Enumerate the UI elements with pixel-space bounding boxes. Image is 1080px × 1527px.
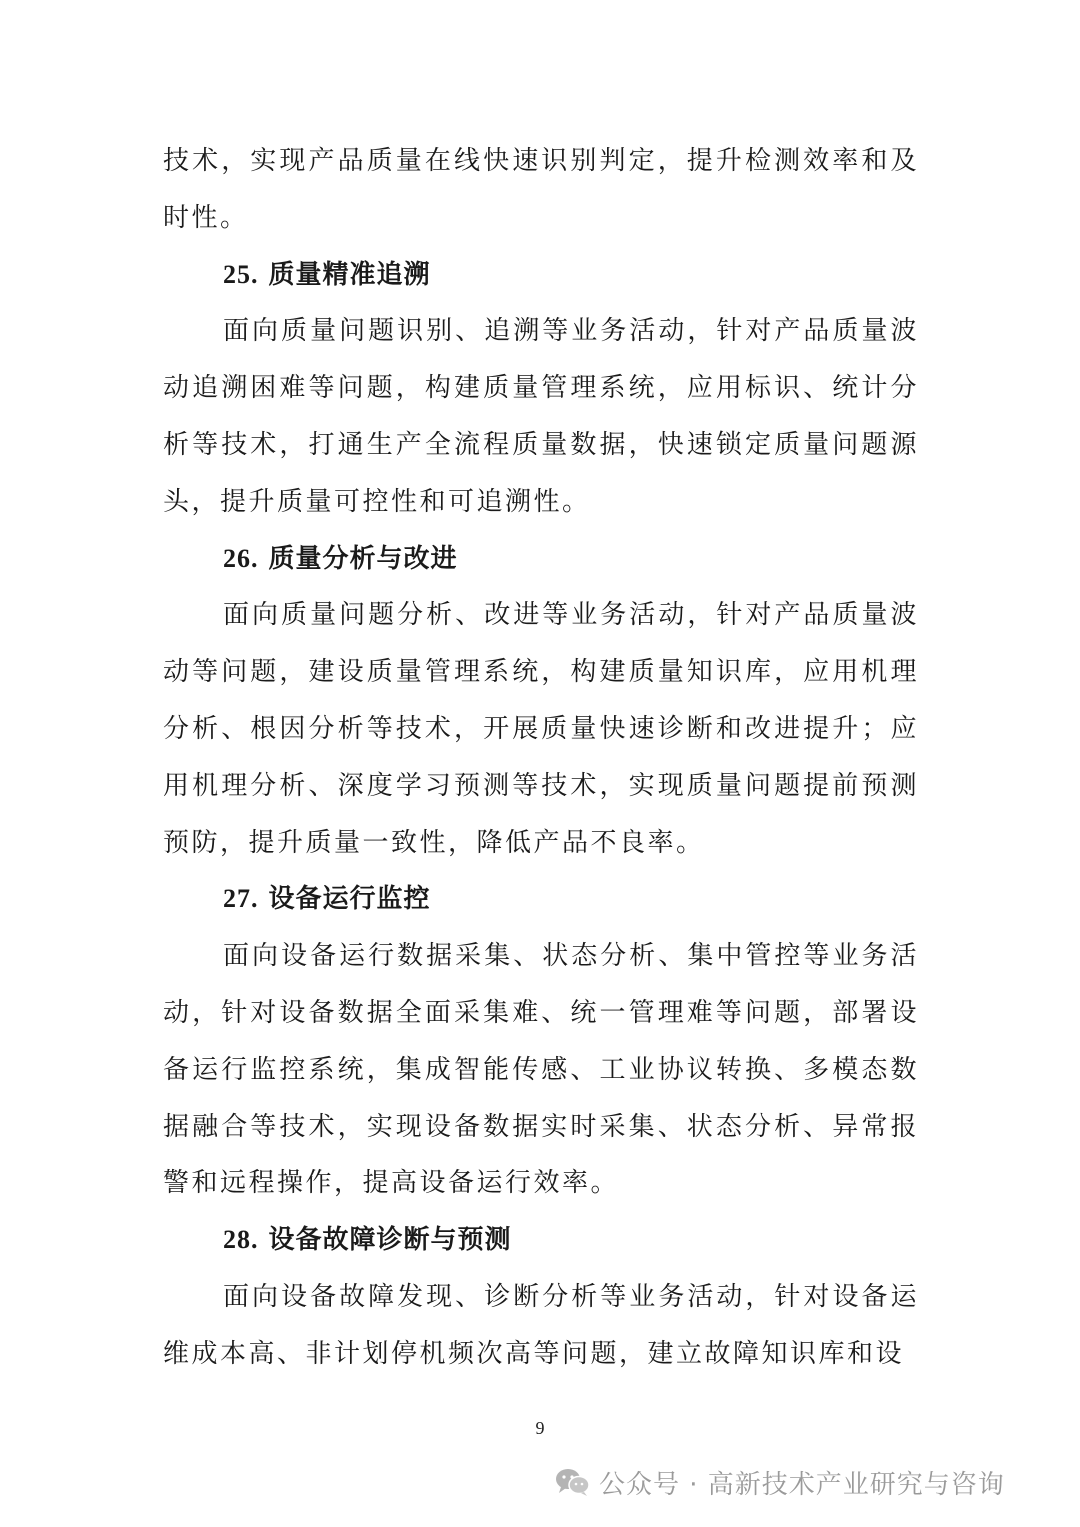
paragraph-28: 面向设备故障发现、诊断分析等业务活动，针对设备运维成本高、非计划停机频次高等问题，建立故障知识库和设 [163,1281,919,1369]
section-title: 设备故障诊断与预测 [268,1225,512,1256]
paragraph-continuation: 技术，实现产品质量在线快速识别判定，提升检测效率和及时性。 [163,146,919,233]
section-number: 26. [223,543,259,573]
watermark [555,1462,1005,1502]
section-title: 质量精准追溯 [268,259,431,290]
section-heading-28 [163,1212,919,1269]
section-number: 28. [223,1225,259,1255]
section-title: 质量分析与改进 [268,543,458,574]
section-title: 设备运行监控 [268,884,431,915]
paragraph-27: 面向设备运行数据采集、状态分析、集中管控等业务活动，针对设备数据全面采集难、统一管理难等问题，部署设备运行监控系统，集成智能传感、工业协议转换、多模态数据融合等技术，实现设备数据实时采集、状态分析、异常报警和远程操作，提高设备运行效率。 [163,941,919,1199]
paragraph-25: 面向质量问题识别、追溯等业务活动，针对产品质量波动追溯困难等问题，构建质量管理系统，应用标识、统计分析等技术，打通生产全流程质量数据，快速锁定质量问题源头，提升质量可控性和可追溯性。 [163,316,919,517]
paragraph-26: 面向质量问题分析、改进等业务活动，针对产品质量波动等问题，建设质量管理系统，构建质量知识库，应用机理分析、根因分析等技术，开展质量快速诊断和改进提升；应用机理分析、深度学习预测等技术，实现质量问题提前预测预防，提升质量一致性，降低产品不良率。 [163,600,919,858]
section-heading-25 [163,247,919,304]
section-heading-26 [163,531,919,588]
section-number: 25. [223,259,259,289]
document-body [163,133,919,1383]
section-number: 27. [223,884,259,914]
wechat-icon [555,1467,591,1497]
watermark-text: 公众号 · 高新技术产业研究与咨询 [599,1469,1005,1500]
page-number: 9 [535,1418,545,1438]
section-heading-27 [163,871,919,928]
